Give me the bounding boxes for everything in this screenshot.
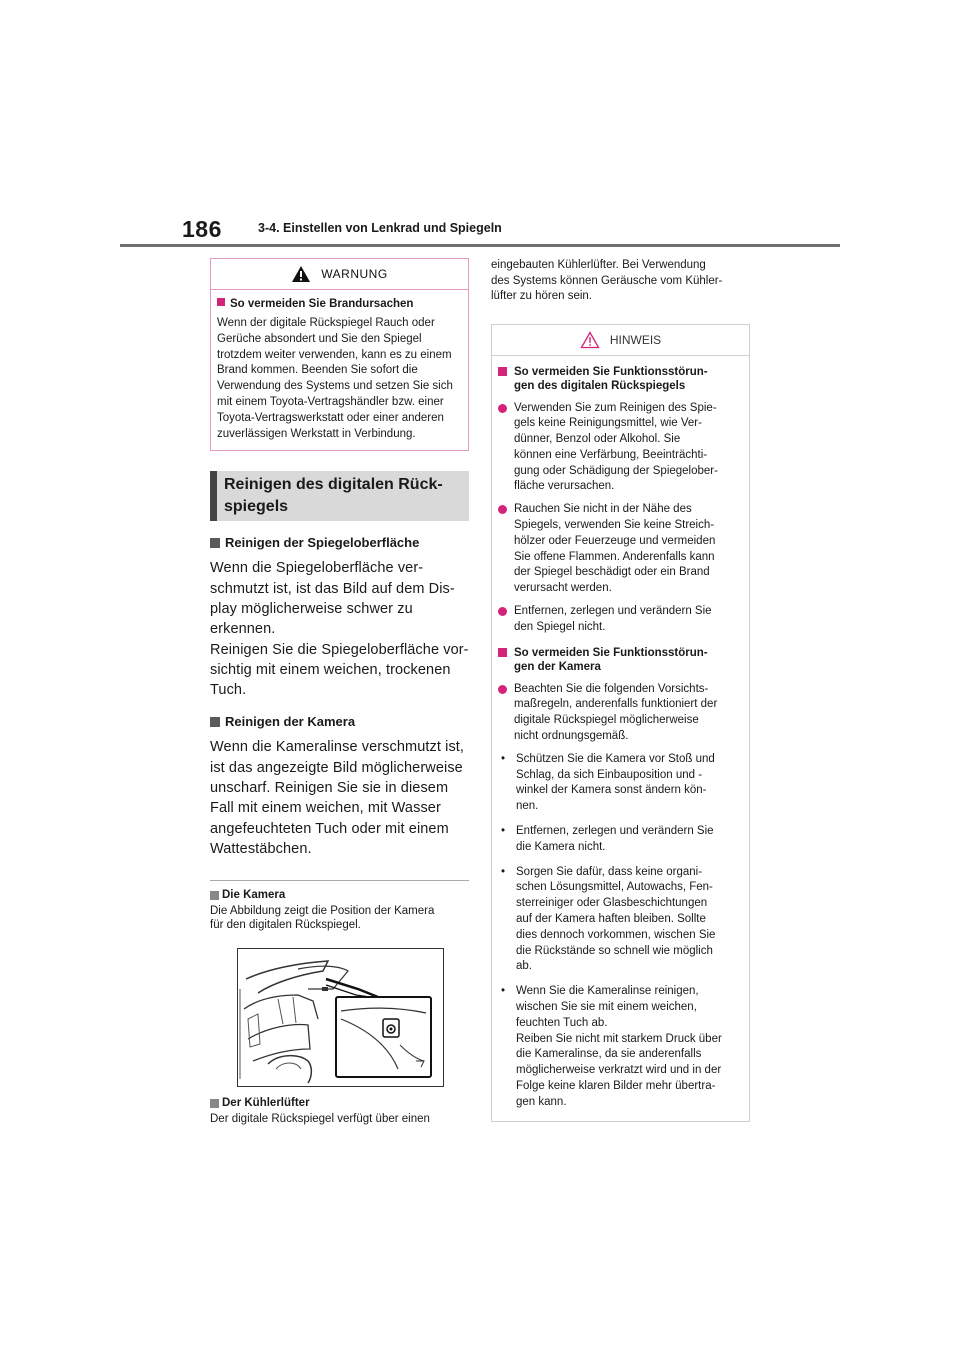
divider <box>210 880 469 881</box>
hint-subheading-mirror: So vermeiden Sie Funktionsstörun- gen des digitalen Rückspiegels <box>498 365 743 393</box>
paragraph-mirror: Wenn die Spiegeloberfläche ver- schmutzt ist, ist das Bild auf dem Dis- play möglicherweise schwer zu erkennen. Reinigen Sie die Spiegeloberfläche vor- sichtig mit einem weichen, trockenen Tuch. <box>210 560 469 699</box>
hint-title: HINWEIS <box>609 332 662 347</box>
section-title: 3-4. Einstellen von Lenkrad und Spiegeln <box>258 221 502 235</box>
hint-item: Entfernen, zerlegen und verändern Sie den Spiegel nicht. <box>498 604 743 636</box>
paragraph-camera-cleaning: Wenn die Kameralinse verschmutzt ist, ist das angezeigte Bild möglicherweise unscharf. Reinigen Sie sie in diesem Fall mit einem weichen, mit Wasser angefeuchteten Tuch oder mit einem Wattestäbchen. <box>210 739 465 857</box>
right-column <box>491 258 750 1122</box>
section-heading-text: Reinigen des digitalen Rück- spiegels <box>224 476 443 516</box>
camera-illustration <box>237 948 444 1087</box>
caution-triangle-icon <box>580 331 600 349</box>
hint-item: Beachten Sie die folgenden Vorsichts- maßregeln, anderenfalls funktioniert der digitale Rückspiegel möglicherweise nicht ordnungsgemäß. <box>498 682 743 745</box>
subheading-mirror: Reinigen der Spiegeloberfläche <box>210 535 469 550</box>
camera-text: Die Abbildung zeigt die Position der Kamera für den digitalen Rückspiegel. <box>210 905 435 932</box>
car-rear-drawing <box>238 949 443 1086</box>
left-column <box>210 258 469 1126</box>
circle-bullet-icon <box>498 404 507 413</box>
warning-text: Wenn der digitale Rückspiegel Rauch oder Gerüche absondert und Sie den Spiegel trotzdem weiter verwenden, kann es zu einem Brand kommen. Beenden Sie sofort die Verwendung des Systems und setzen Sie sich mit einem Toyota-Vertragshändler bzw. einer Toyota-Vertragswerkstatt oder einer anderen zuverlässigen Werkstatt in Verbindung. <box>217 317 453 440</box>
square-bullet-icon <box>217 298 225 306</box>
circle-bullet-icon <box>498 685 507 694</box>
square-bullet-icon <box>498 367 507 376</box>
hint-box <box>491 324 750 1122</box>
bullet-item: • Schützen Sie die Kamera vor Stoß und Schlag, da sich Einbauposition und - winkel der Kamera sonst ändern kön- nen. <box>501 752 715 813</box>
subheading-camera: Die Kamera <box>210 889 469 901</box>
warning-header <box>211 259 468 290</box>
bullet-item: • Entfernen, zerlegen und verändern Sie die Kamera nicht. <box>501 825 714 853</box>
header-rule <box>120 244 840 247</box>
warning-triangle-icon <box>291 265 311 283</box>
circle-bullet-icon <box>498 607 507 616</box>
hint-item: Rauchen Sie nicht in der Nähe des Spiegels, verwenden Sie keine Streich- hölzer oder Feuerzeuge und vermeiden Sie offene Flammen. Anderenfalls kann der Spiegel beschädigt oder ein Brand verursacht werden. <box>498 502 743 597</box>
subheading-camera-cleaning: Reinigen der Kamera <box>210 714 469 729</box>
fan-text-right: eingebauten Kühlerlüfter. Bei Verwendung des Systems können Geräusche vom Kühler- lüfter zu hören sein. <box>491 259 723 302</box>
square-bullet-icon <box>498 648 507 657</box>
page-number: 186 <box>182 216 222 242</box>
hint-header <box>492 325 749 356</box>
warning-subheading: So vermeiden Sie Brandursachen <box>217 297 462 311</box>
bullet-item: • Sorgen Sie dafür, dass keine organi- schen Lösungsmittel, Autowachs, Fen- sterreiniger oder Glasbeschichtungen auf der Kamera haften bleiben. Sollte dies dennoch vorkommen, wischen Sie die Rückstände so schnell wie möglich ab. <box>501 865 716 973</box>
hint-item: Verwenden Sie zum Reinigen des Spie- gels keine Reinigungsmittel, wie Ver- dünner, Benzol oder Alkohol. Sie können eine Verfärbung, Beeinträchti- gung oder Schädigung der Spiegelober- fläche verursachen. <box>498 401 743 496</box>
bullet-item: • Wenn Sie die Kameralinse reinigen, wischen Sie sie mit einem weichen, feuchten Tuch ab. Reiben Sie nicht mit starkem Druck über die Kameralinse, da sie anderenfalls möglicherweise verkratzt wird und in der Folge keine klaren Bilder mehr übertra- gen kann. <box>501 985 722 1108</box>
subheading-fan: Der Kühlerlüfter <box>210 1097 469 1109</box>
section-heading <box>210 471 469 521</box>
warning-box <box>210 258 469 451</box>
circle-bullet-icon <box>498 505 507 514</box>
fan-text-left: Der digitale Rückspiegel verfügt über einen <box>210 1113 430 1126</box>
hint-subheading-camera: So vermeiden Sie Funktionsstörun- gen der Kamera <box>498 646 743 674</box>
warning-title: WARNUNG <box>321 267 388 281</box>
